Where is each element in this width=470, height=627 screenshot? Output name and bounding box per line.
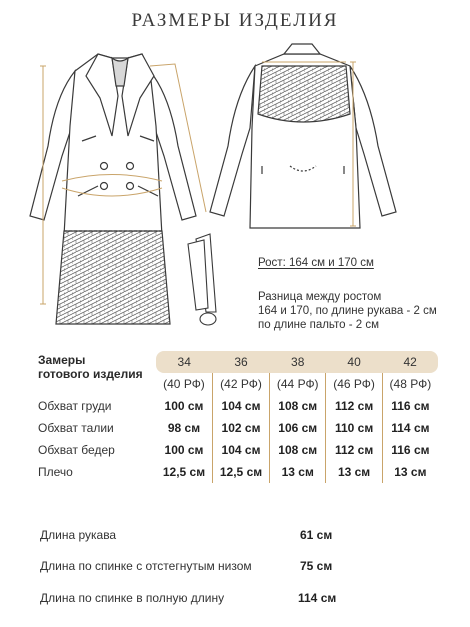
rf-size-48: (48 РФ) bbox=[382, 373, 438, 395]
size-38: 38 bbox=[270, 351, 326, 373]
cell-value: 13 см bbox=[270, 461, 326, 483]
page-title: РАЗМЕРЫ ИЗДЕЛИЯ bbox=[131, 10, 339, 31]
cell-value: 106 см bbox=[270, 417, 326, 439]
sleeve-length-label: Длина рукава bbox=[40, 528, 117, 542]
rf-size-42: (42 РФ) bbox=[212, 373, 269, 395]
front-coat bbox=[30, 54, 196, 324]
row-label: Обхват груди bbox=[38, 399, 112, 413]
cell-value: 12,5 см bbox=[162, 465, 206, 479]
size-table bbox=[38, 351, 438, 483]
size-40: 40 bbox=[326, 351, 382, 373]
row-label: Плечо bbox=[38, 465, 73, 479]
cell-value: 104 см bbox=[212, 395, 269, 417]
cell-value: 114 см bbox=[382, 417, 438, 439]
cell-value: 12,5 см bbox=[212, 461, 269, 483]
back-length-full-value: 114 см bbox=[298, 591, 337, 605]
cell-value: 104 см bbox=[212, 439, 269, 461]
cell-value: 116 см bbox=[382, 395, 438, 417]
growth-note: Рост: 164 см и 170 см bbox=[258, 257, 374, 269]
table-row bbox=[38, 417, 438, 439]
difference-line-2: 164 и 170, по длине рукава - 2 см bbox=[258, 305, 437, 317]
back-length-detached-label: Длина по спинке с отстегнутым низом bbox=[40, 559, 252, 573]
back-length-detached-value: 75 см bbox=[300, 559, 333, 573]
cell-value: 108 см bbox=[270, 395, 326, 417]
cell-value: 102 см bbox=[212, 417, 269, 439]
rf-size-46: (46 РФ) bbox=[326, 373, 382, 395]
rf-size-40: (40 РФ) bbox=[163, 377, 205, 391]
size-36: 36 bbox=[212, 351, 269, 373]
size-34: 34 bbox=[156, 351, 212, 373]
cell-value: 108 см bbox=[270, 439, 326, 461]
size-header-row bbox=[38, 351, 438, 373]
difference-line-3: по длине пальто - 2 см bbox=[258, 319, 380, 331]
cell-value: 116 см bbox=[382, 439, 438, 461]
back-length-full-label: Длина по спинке в полную длину bbox=[40, 591, 225, 605]
cell-value: 100 см bbox=[164, 399, 204, 413]
cell-value: 13 см bbox=[382, 461, 438, 483]
table-header-label: Замеры готового изделия bbox=[38, 353, 143, 381]
rf-size-44: (44 РФ) bbox=[270, 373, 326, 395]
table-row bbox=[38, 461, 438, 483]
cell-value: 100 см bbox=[164, 443, 204, 457]
row-label: Обхват бедер bbox=[38, 443, 115, 457]
row-label: Обхват талии bbox=[38, 421, 114, 435]
back-coat bbox=[210, 44, 396, 228]
cell-value: 110 см bbox=[326, 417, 382, 439]
cell-value: 98 см bbox=[167, 421, 201, 435]
difference-note bbox=[258, 290, 437, 332]
table-row bbox=[38, 439, 438, 461]
cell-value: 13 см bbox=[326, 461, 382, 483]
table-row bbox=[38, 395, 438, 417]
difference-line-1: Разница между ростом bbox=[258, 291, 382, 303]
cell-value: 112 см bbox=[326, 395, 382, 417]
size-42: 42 bbox=[382, 351, 438, 373]
cell-value: 112 см bbox=[326, 439, 382, 461]
belt bbox=[188, 234, 216, 325]
sleeve-length-value: 61 см bbox=[300, 528, 333, 542]
